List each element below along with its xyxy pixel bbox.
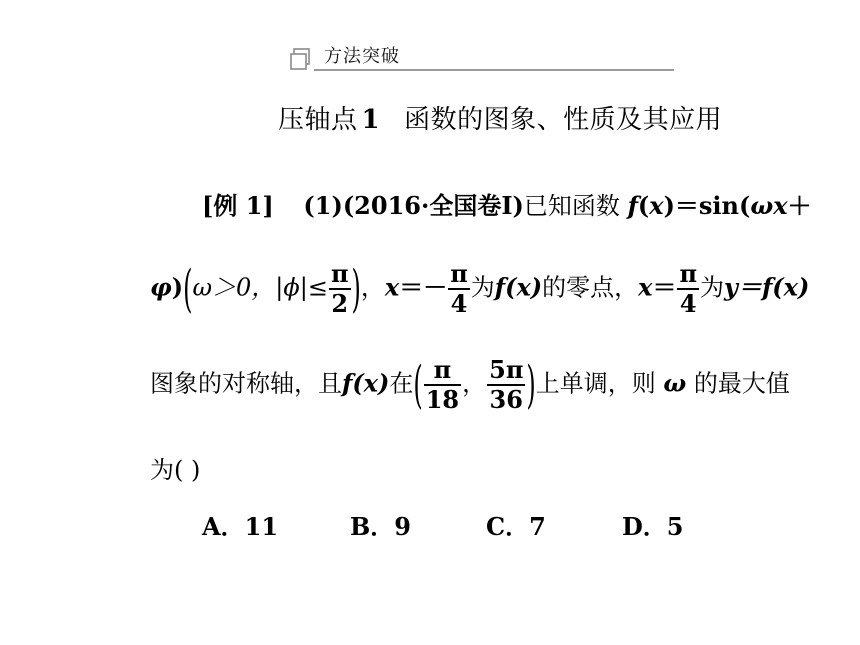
var-x: x (384, 272, 400, 302)
text-zero-point: 的零点， (542, 273, 639, 302)
fraction-5pi-36: $\frac{5\pi}{36}$ (489, 355, 524, 414)
header-divider (314, 69, 674, 71)
fraction-pi-4: $\frac{\pi}{4}$ (450, 259, 468, 318)
section-label: 方法突破 (324, 46, 400, 67)
phi-symbol: φ (150, 272, 172, 302)
var-x: x (638, 272, 653, 302)
text-axis-symmetry: 图象的对称轴，且 (150, 369, 342, 398)
source: (2016·全国卷Ⅰ) (342, 191, 524, 220)
title-number: 1 (361, 105, 381, 135)
func-fx: f(x) (342, 368, 390, 398)
problem-intro: 已知函数 (523, 192, 620, 220)
omega-condition: ω＞0，| (192, 273, 284, 302)
text-zai: 在 (389, 369, 414, 398)
func-f: f (627, 191, 638, 220)
option-b: B．9 (350, 512, 411, 541)
option-a: A．11 (202, 512, 279, 541)
example-tag: [例 1] (202, 191, 274, 220)
title-prefix: 压轴点 (278, 105, 358, 135)
func-fx: f(x) (494, 272, 543, 302)
comma: ， (462, 369, 487, 398)
problem-line-1: [例 1] (1)(2016·全国卷Ⅰ)已知函数 f(x)＝sin(ωx＋ (202, 191, 812, 220)
problem-line-3: 图象的对称轴，且f(x)在( $\frac{\pi}{18}$ ， $\frac{5\pi}{36}$ )上单调，则 ω 的最大值 (150, 355, 790, 415)
eq-neg: ＝－ (399, 272, 448, 302)
var-x: x (773, 191, 788, 220)
text-wei: 为 (700, 273, 725, 302)
rparen: ) (171, 272, 184, 302)
text-wei: 为 (470, 273, 495, 302)
option-c: C．7 (486, 512, 546, 541)
eq-fx: ＝f(x) (737, 272, 810, 302)
plus-sign: ＋ (787, 191, 812, 220)
square-icon (290, 48, 314, 72)
var-x: x (649, 191, 664, 220)
option-d: D．5 (622, 512, 684, 541)
separator: ， (360, 273, 385, 302)
omega-symbol: ω (663, 368, 687, 398)
text-max-value: 的最大值 (693, 369, 790, 398)
fraction-pi-4: $\frac{\pi}{4}$ (679, 259, 698, 318)
eq-sign: ＝ (652, 272, 677, 302)
fraction-pi-2: $\frac{\pi}{2}$ (330, 259, 349, 318)
title-text: 函数的图象、性质及其应用 (404, 105, 723, 135)
part-number: (1) (303, 191, 343, 220)
problem-line-2: φ)(ω＞0，|ϕ|≤ $\frac{\pi}{2}$ )，x＝－ $\frac{\pi}{4}$ 为f(x)的零点，x＝ $\frac{\pi}{4}$ 为y＝f(x) (150, 259, 810, 319)
section-header (288, 40, 674, 74)
var-y: y (724, 272, 738, 302)
omega-symbol: ω (750, 191, 774, 220)
le-sign: |≤ (299, 273, 328, 302)
text-monotonic: 上单调，则 (535, 369, 656, 398)
eq-sin: ＝sin( (674, 191, 751, 220)
phi-symbol: ϕ (283, 273, 300, 302)
answer-blank: 为( ) (150, 456, 201, 484)
fraction-pi-18: $\frac{\pi}{18}$ (425, 355, 460, 414)
problem-line-4 (150, 450, 200, 485)
page-title (278, 99, 722, 136)
